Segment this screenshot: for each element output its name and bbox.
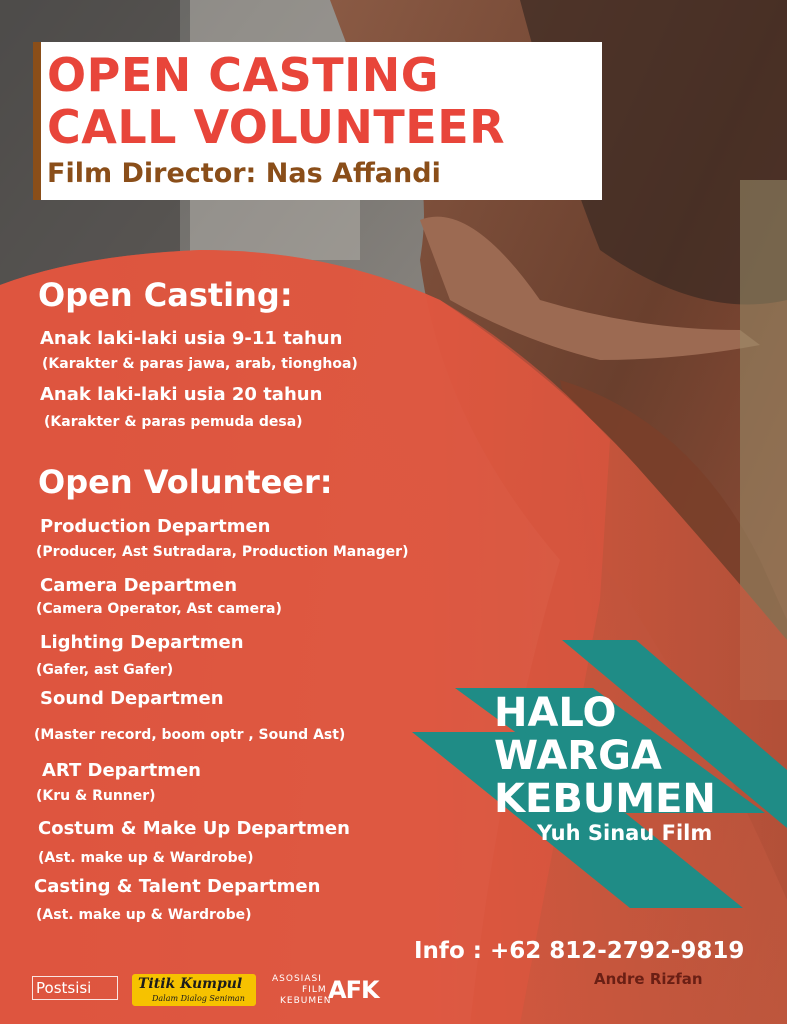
- afk-logo-mark: AFK: [328, 976, 379, 1004]
- dept-casting-talent: Casting & Talent Departmen: [34, 876, 321, 897]
- dept-production-detail: (Producer, Ast Sutradara, Production Manager): [36, 544, 409, 560]
- dept-camera-detail: (Camera Operator, Ast camera): [36, 601, 282, 617]
- banner-line-1: HALO: [494, 690, 617, 736]
- title-box: [33, 42, 602, 200]
- dept-casting-talent-detail: (Ast. make up & Wardrobe): [36, 907, 252, 923]
- dept-lighting-detail: (Gafer, ast Gafer): [36, 662, 174, 678]
- contact-info: Info : +62 812-2792-9819: [414, 938, 745, 964]
- dept-lighting: Lighting Departmen: [40, 632, 244, 653]
- casting-heading: Open Casting:: [38, 276, 293, 314]
- title-accent-bar: [33, 42, 41, 200]
- casting-item-2: Anak laki-laki usia 20 tahun: [40, 384, 323, 405]
- postsisi-logo: [32, 976, 118, 1000]
- volunteer-heading: Open Volunteer:: [38, 463, 333, 501]
- dept-costume-makeup-detail: (Ast. make up & Wardrobe): [38, 850, 254, 866]
- banner-tagline: Yuh Sinau Film: [537, 821, 713, 845]
- banner-line-2: WARGA: [494, 733, 662, 779]
- casting-item-1-detail: (Karakter & paras jawa, arab, tionghoa): [42, 356, 358, 372]
- afk-logo-line-1: ASOSIASI: [272, 974, 322, 984]
- afk-logo-line-3: KEBUMEN: [280, 996, 332, 1006]
- dept-sound-detail: (Master record, boom optr , Sound Ast): [34, 727, 346, 743]
- titik-kumpul-logo-text: Titik Kumpul: [138, 976, 243, 992]
- banner-line-3: KEBUMEN: [494, 776, 716, 822]
- dept-production: Production Departmen: [40, 516, 271, 537]
- afk-logo-line-2: FILM: [302, 985, 327, 995]
- dept-sound: Sound Departmen: [40, 688, 224, 709]
- title-line-2: CALL VOLUNTEER: [47, 100, 506, 154]
- contact-name: Andre Rizfan: [594, 970, 703, 988]
- titik-kumpul-logo: [132, 974, 256, 1006]
- titik-kumpul-logo-sub: Dalam Dialog Seniman: [152, 994, 245, 1003]
- dept-art: ART Departmen: [42, 760, 201, 781]
- dept-camera: Camera Departmen: [40, 575, 238, 596]
- director-line: Film Director: Nas Affandi: [47, 158, 441, 189]
- title-line-1: OPEN CASTING: [47, 48, 439, 102]
- dept-costume-makeup: Costum & Make Up Departmen: [38, 818, 350, 839]
- afk-logo: [268, 972, 379, 1008]
- casting-item-1: Anak laki-laki usia 9-11 tahun: [40, 328, 343, 349]
- casting-item-2-detail: (Karakter & paras pemuda desa): [44, 414, 303, 430]
- postsisi-logo-text: Postsisi: [36, 979, 92, 997]
- dept-art-detail: (Kru & Runner): [36, 788, 156, 804]
